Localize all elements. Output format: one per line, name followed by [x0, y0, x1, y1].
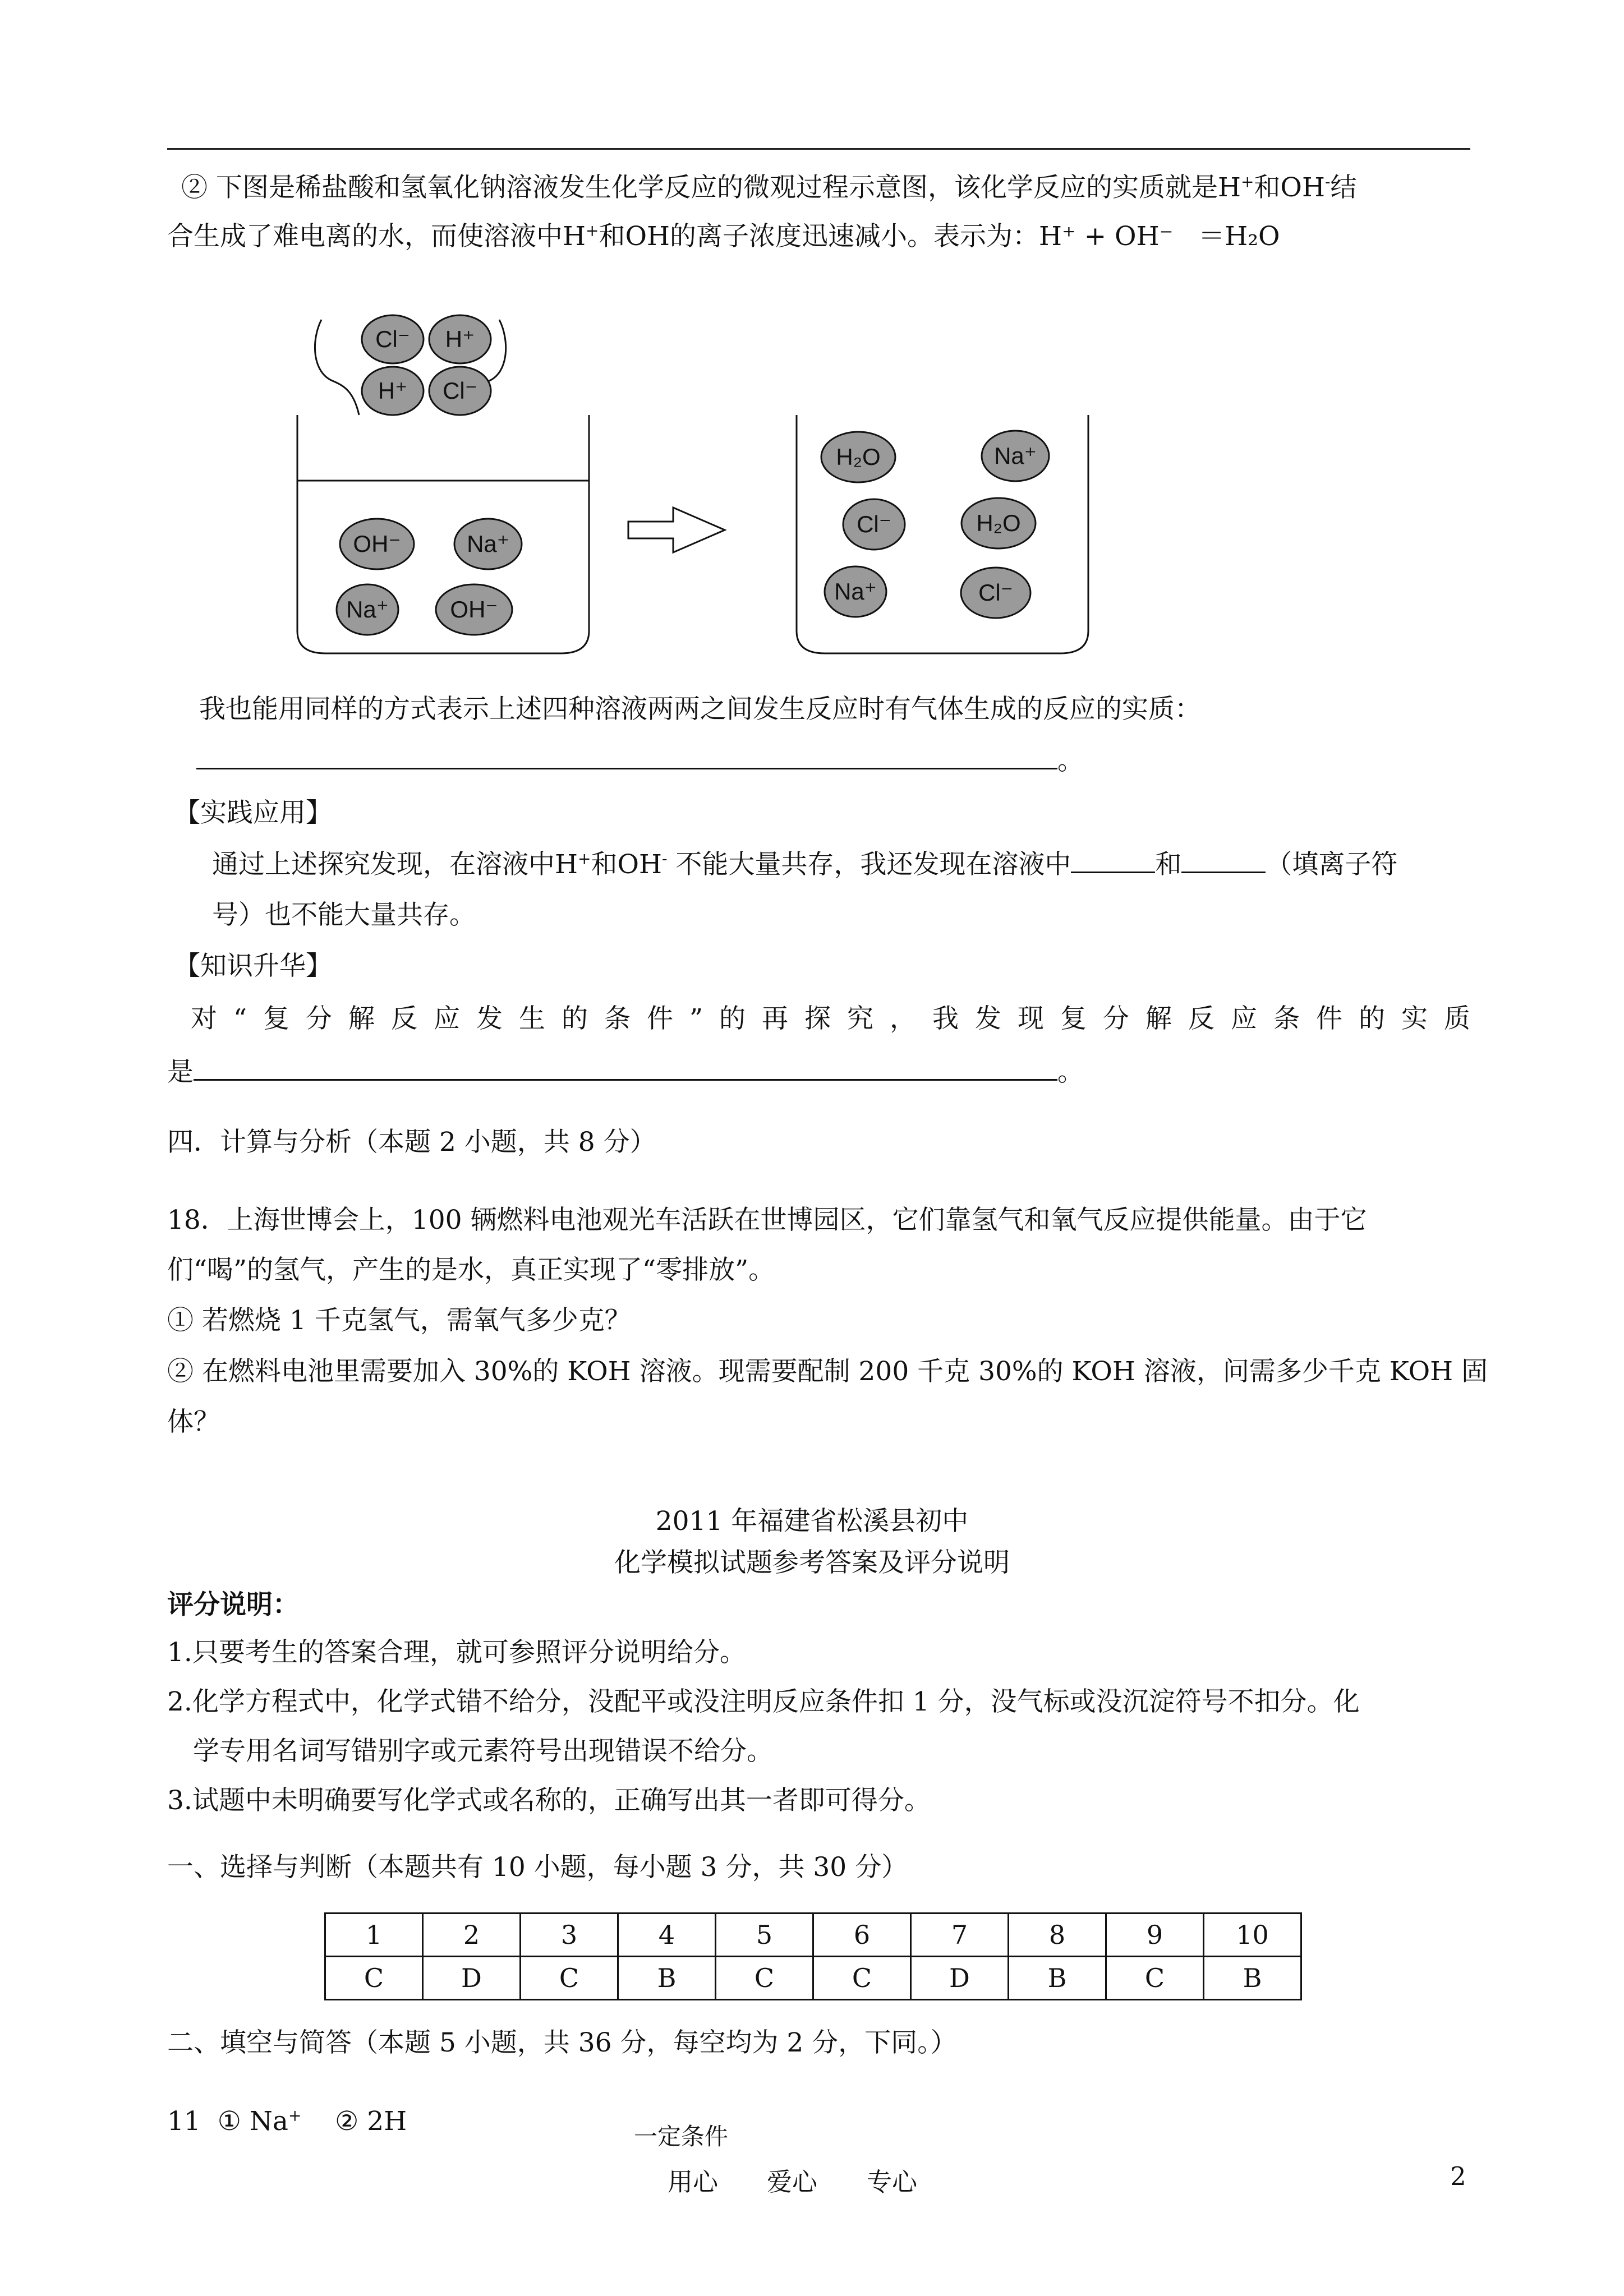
knowledge-heading: 【知识升华】 — [174, 951, 332, 981]
q18-sub2-line2: 体？ — [167, 1407, 220, 1437]
part2-heading: 二、填空与简答（本题 5 小题，共 36 分，每空均为 2 分，下同。） — [167, 2027, 957, 2058]
grading-rule-2-line2: 学专用名词写错别字或元素符号出现错误不给分。 — [193, 1736, 773, 1767]
knowledge-line1: 对“复分解反应发生的条件”的再探究，我发现复分解反应条件的实质 — [191, 1003, 1487, 1034]
reaction-diagram — [269, 306, 1111, 665]
answer-line-1: 。 — [196, 743, 1084, 778]
table-cell: 4 — [618, 1914, 716, 1957]
ion-label: Cl⁻ — [375, 326, 410, 352]
knowledge-line2: 是 。 — [167, 1054, 1084, 1089]
item2-line2: 合生成了难电离的水，而使溶液中H+和OH的离子浓度迅速减小。表示为：H⁺ + OH⁻ ＝H₂O — [167, 221, 1280, 252]
item2-line1: ② 下图是稀盐酸和氢氧化钠溶液发生化学反应的微观过程示意图，该化学反应的实质就是H+和OH-结 — [181, 172, 1357, 203]
grading-heading: 评分说明： — [167, 1589, 299, 1620]
table-cell: 6 — [813, 1914, 911, 1957]
table-cell: 9 — [1106, 1914, 1204, 1957]
ion-label: Na⁺ — [834, 578, 877, 605]
ion-label: OH⁻ — [450, 596, 498, 623]
table-cell: 5 — [716, 1914, 813, 1957]
table-cell: 10 — [1204, 1914, 1301, 1957]
ion-label: Na⁺ — [467, 531, 509, 557]
footer-word: 爱心 — [767, 2167, 818, 2197]
ion-label: H⁺ — [378, 377, 408, 404]
footer-word: 用心 — [668, 2167, 719, 2197]
table-cell: B — [1009, 1957, 1106, 2000]
page-number: 2 — [1450, 2161, 1466, 2191]
table-cell: D — [911, 1957, 1009, 2000]
condition-label: 一定条件 — [634, 2123, 729, 2150]
fill-blank[interactable] — [1071, 847, 1155, 873]
answers-title-line1: 2011 年福建省松溪县初中 — [655, 1506, 969, 1537]
table-row — [325, 1914, 1301, 1957]
reaction-arrow — [628, 508, 725, 552]
q18-sub2-line1: ② 在燃料电池里需要加入 30%的 KOH 溶液。现需要配制 200 千克 30%的 KOH 溶液，问需多少千克 KOH 固 — [167, 1356, 1488, 1387]
header-rule — [167, 148, 1470, 150]
footer-word: 专心 — [867, 2167, 918, 2197]
table-cell: C — [521, 1957, 618, 2000]
table-cell: B — [1204, 1957, 1301, 2000]
q18-sub1: ① 若燃烧 1 千克氢气，需氧气多少克？ — [167, 1305, 631, 1336]
ion-label: Cl⁻ — [443, 377, 477, 404]
table-cell: C — [813, 1957, 911, 2000]
practice-line2: 号）也不能大量共存。 — [212, 900, 476, 930]
fill-blank[interactable] — [194, 1054, 1057, 1081]
table-cell: C — [1106, 1957, 1204, 2000]
practice-line1: 通过上述探究发现，在溶液中H+和OH- 不能大量共存，我还发现在溶液中 和 （填离子符 — [212, 847, 1397, 882]
q11-line: 11 ① Na+ ② 2H — [167, 2106, 407, 2137]
table-cell: D — [423, 1957, 521, 2000]
also-line: 我也能用同样的方式表示上述四种溶液两两之间发生反应时有气体生成的反应的实质： — [199, 694, 1201, 725]
table-cell: 1 — [325, 1914, 423, 1957]
table-cell: C — [716, 1957, 813, 2000]
section4-heading: 四．计算与分析（本题 2 小题，共 8 分） — [167, 1127, 656, 1158]
part1-heading: 一、选择与判断（本题共有 10 小题，每小题 3 分，共 30 分） — [167, 1852, 908, 1883]
grading-rule-3: 3.试题中未明确要写化学式或名称的，正确写出其一者即可得分。 — [167, 1785, 931, 1816]
table-cell: B — [618, 1957, 716, 2000]
table-cell: 8 — [1009, 1914, 1106, 1957]
ion-label: Cl⁻ — [978, 579, 1013, 606]
table-cell: C — [325, 1957, 423, 2000]
ion-label: Cl⁻ — [857, 511, 891, 537]
ion-label: H⁺ — [445, 326, 475, 352]
table-row — [325, 1957, 1301, 2000]
fill-blank[interactable] — [196, 743, 1057, 769]
ion-label: H₂O — [976, 510, 1021, 536]
ion-label: H₂O — [836, 444, 881, 470]
answers-title-line2: 化学模拟试题参考答案及评分说明 — [614, 1547, 1010, 1578]
table-cell: 7 — [911, 1914, 1009, 1957]
ion-label: Na⁺ — [994, 442, 1037, 469]
grading-rule-1: 1.只要考生的答案合理，就可参照评分说明给分。 — [167, 1637, 746, 1668]
fill-blank[interactable] — [1181, 847, 1266, 873]
grading-rule-2-line1: 2.化学方程式中，化学式错不给分，没配平或没注明反应条件扣 1 分，没气标或没沉淀符号不扣分。化 — [167, 1686, 1360, 1717]
q18-line1: 18．上海世博会上，100 辆燃料电池观光车活跃在世博园区，它们靠氢气和氧气反应提供能量。由于它 — [167, 1205, 1367, 1235]
table-cell: 3 — [521, 1914, 618, 1957]
funnel-left-bracket — [315, 320, 359, 415]
table-cell: 2 — [423, 1914, 521, 1957]
answer-table — [324, 1912, 1302, 2000]
q18-line2: 们“喝”的氢气，产生的是水，真正实现了“零排放”。 — [167, 1255, 775, 1285]
ion-label: OH⁻ — [353, 531, 401, 557]
ion-label: Na⁺ — [346, 596, 389, 623]
practice-heading: 【实践应用】 — [174, 797, 332, 828]
